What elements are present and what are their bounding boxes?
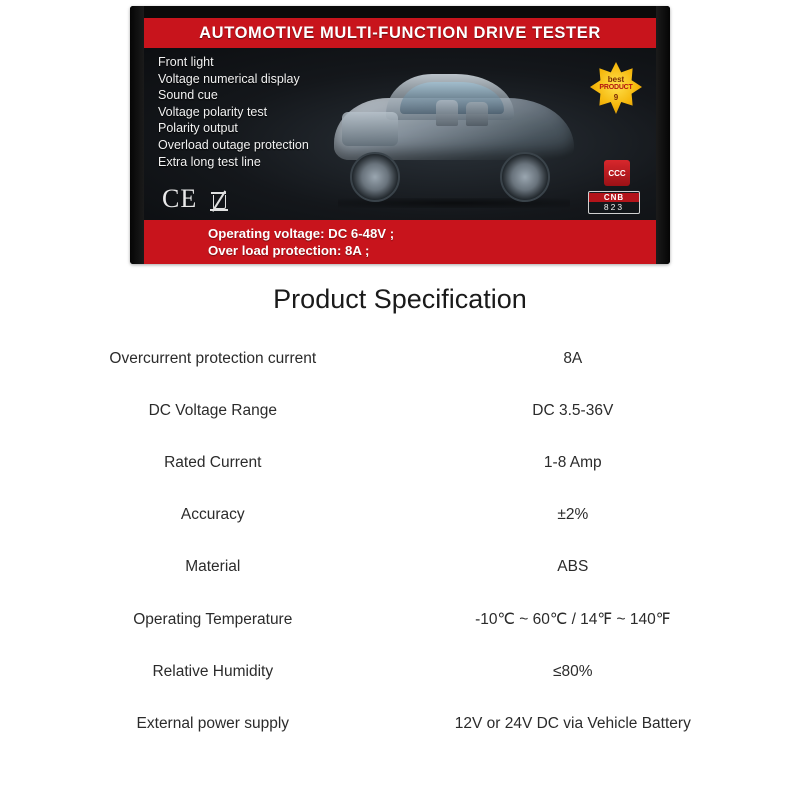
spec-label: Material bbox=[185, 558, 241, 575]
spec-value: -10℃ ~ 60℃ / 14℉ ~ 140℉ bbox=[475, 611, 671, 628]
box-right-edge bbox=[656, 6, 670, 264]
best-product-badge-icon bbox=[590, 62, 642, 114]
box-illustration-panel bbox=[144, 48, 656, 220]
spec-value: ≤80% bbox=[553, 663, 593, 680]
spec-label: Operating Temperature bbox=[133, 610, 293, 628]
footer-line-voltage: Operating voltage: DC 6-48V ; bbox=[208, 226, 395, 241]
spec-label: Overcurrent protection current bbox=[109, 350, 317, 367]
feature-item: Voltage numerical display bbox=[158, 71, 300, 86]
spec-value: 12V or 24V DC via Vehicle Battery bbox=[454, 715, 691, 732]
feature-item: Voltage polarity test bbox=[158, 104, 268, 119]
spec-label: Relative Humidity bbox=[152, 663, 274, 680]
box-front-panel bbox=[144, 18, 656, 264]
product-box bbox=[130, 6, 670, 264]
spec-label: Rated Current bbox=[164, 454, 262, 471]
table-row bbox=[40, 646, 760, 698]
badge-best-line3: 9 bbox=[613, 93, 619, 102]
spec-label: DC Voltage Range bbox=[148, 402, 277, 419]
table-row bbox=[40, 437, 760, 489]
feature-item: Polarity output bbox=[158, 121, 238, 136]
feature-item: Front light bbox=[158, 55, 214, 69]
feature-item: Sound cue bbox=[158, 88, 218, 103]
certification-marks bbox=[162, 186, 227, 212]
spec-label: Accuracy bbox=[180, 506, 245, 523]
cnb-badge-line1: CNB bbox=[589, 193, 639, 202]
box-title-bar bbox=[144, 18, 656, 49]
badge-best-line2: PRODUCT bbox=[599, 84, 633, 91]
table-row bbox=[40, 593, 760, 646]
table-row bbox=[40, 489, 760, 541]
weee-bin-icon bbox=[211, 190, 227, 212]
spec-value: 1-8 Amp bbox=[543, 454, 602, 471]
box-top-edge bbox=[130, 6, 670, 18]
cnb-badge-line2: 823 bbox=[603, 202, 625, 212]
spec-value: 8A bbox=[563, 350, 583, 367]
car-illustration-icon bbox=[324, 60, 584, 210]
feature-item: Extra long test line bbox=[158, 154, 261, 169]
badge-best-line1: best bbox=[607, 75, 625, 84]
cnb-model-badge bbox=[588, 191, 640, 214]
ccc-certification-icon: CCC bbox=[604, 160, 630, 186]
feature-item: Overload outage protection bbox=[158, 137, 309, 152]
spec-value: ABS bbox=[557, 558, 589, 575]
page-title: Product Specification bbox=[273, 284, 527, 314]
footer-line-protection: Over load protection: 8A ; bbox=[208, 243, 370, 258]
table-row bbox=[40, 541, 760, 593]
table-row bbox=[40, 698, 760, 750]
table-row bbox=[40, 333, 760, 385]
ce-mark-icon: CE bbox=[162, 184, 198, 213]
table-row bbox=[40, 385, 760, 437]
box-footer-specs bbox=[144, 220, 656, 264]
spec-label: External power supply bbox=[136, 715, 290, 732]
specification-table bbox=[40, 333, 760, 750]
spec-value: DC 3.5-36V bbox=[532, 402, 614, 419]
box-left-edge bbox=[130, 6, 144, 264]
product-box-image bbox=[0, 0, 800, 272]
spec-value: ±2% bbox=[557, 506, 589, 523]
box-title: AUTOMOTIVE MULTI-FUNCTION DRIVE TESTER bbox=[199, 23, 601, 42]
